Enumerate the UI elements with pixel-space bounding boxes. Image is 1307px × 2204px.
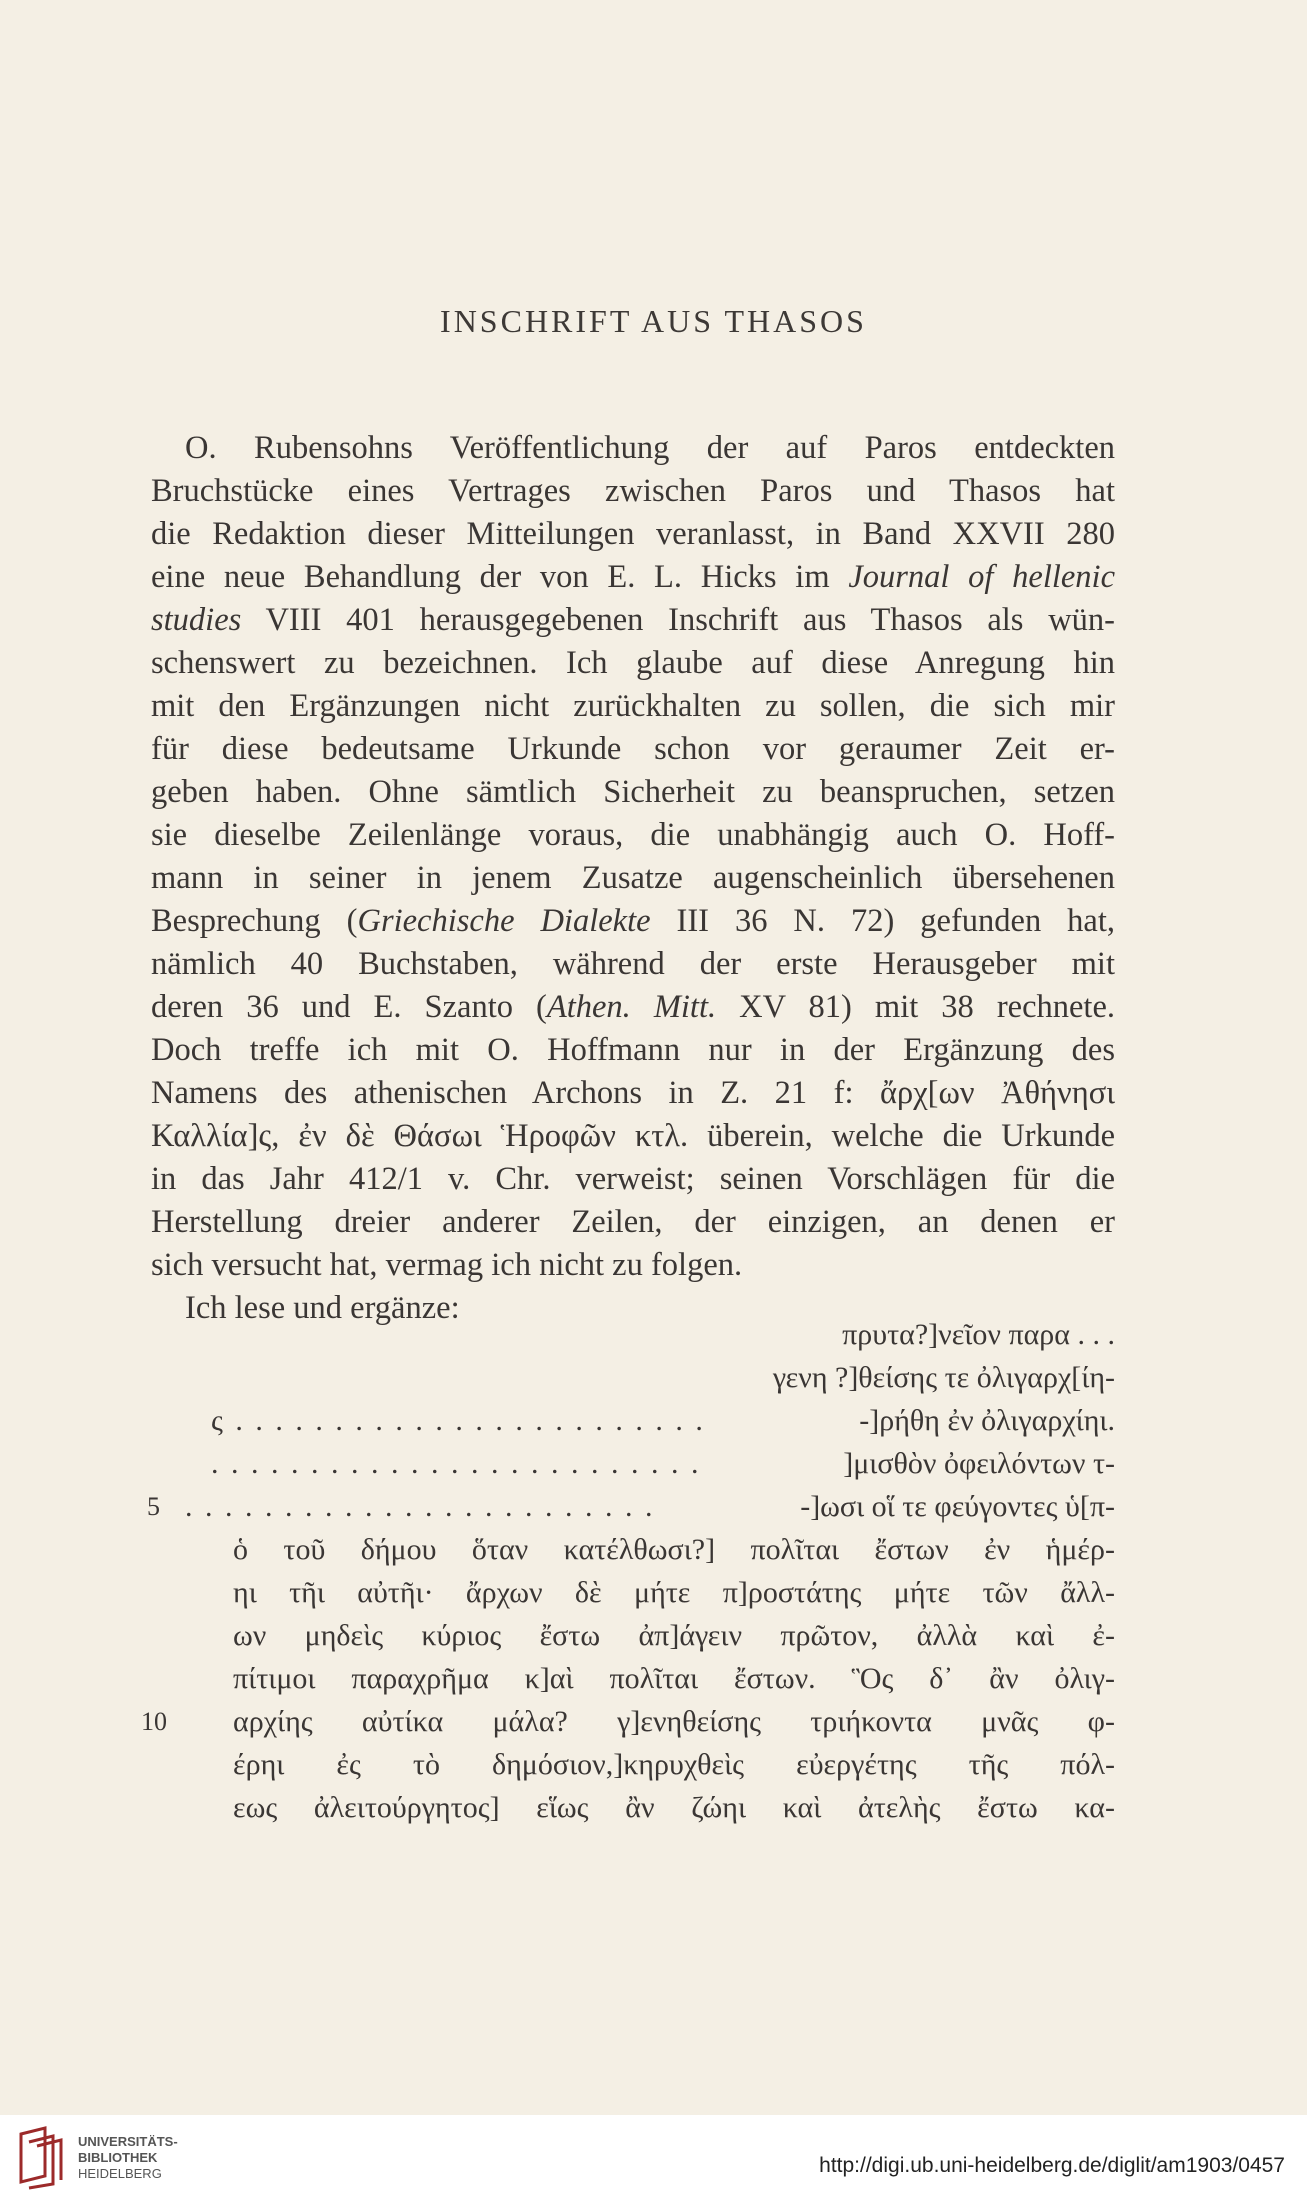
lacuna-dots: . . . . . . . . . . . . . . . . . . . . . . . . . [211, 1447, 701, 1480]
library-line-3: HEIDELBERG [78, 2166, 162, 2181]
inscription-line [147, 1485, 1115, 1528]
greek-text: έρηι ἐς τὸ δημόσιον,]κηρυχθεὶς εὐεργέτης τῆς πόλ- [233, 1748, 1115, 1781]
italic-title: Journal of hellenic [848, 559, 1116, 595]
text-line: sich versucht hat, vermag ich nicht zu folgen. [151, 1247, 743, 1283]
library-line-2: BIBLIOTHEK [78, 2150, 158, 2165]
text-run: eine neue Behandlung der von E. L. Hicks im [151, 559, 849, 595]
greek-text: αρχίης αὐτίκα μάλα? γ]ενηθείσης τριήκοντα μνᾶς φ- [233, 1705, 1115, 1738]
text-line: O. Rubensohns Veröffentlichung der auf Paros entdeckten [185, 430, 1115, 466]
text-line: Namens des athenischen Archons in Z. 21 f: ἄρχ[ων Ἀθήνησι [151, 1075, 1115, 1111]
text-line: für diese bedeutsame Urkunde schon vor geraumer Zeit er- [151, 731, 1115, 767]
greek-text: εως ἀλειτούργητος] εἵως ἂν ζώηι καὶ ἀτελὴς ἔστω κα- [233, 1791, 1115, 1824]
text-line: Bruchstücke eines Vertrages zwischen Paros und Thasos hat [151, 473, 1115, 509]
text-run: VIII 401 herausgegebenen Inschrift aus Thasos als wün- [241, 602, 1115, 638]
inscription-line [151, 1571, 1115, 1614]
text-run: deren 36 und E. Szanto ( [151, 989, 547, 1025]
text-line: Doch treffe ich mit O. Hoffmann nur in der Ergänzung des [151, 1032, 1115, 1068]
line-number: 5 [147, 1492, 160, 1521]
library-name [78, 2134, 178, 2182]
text-line: Καλλία]ς, ἐν δὲ Θάσωι Ἡροφῶν κτλ. überein, welche die Urkunde [151, 1118, 1115, 1154]
lacuna-dots: ς . . . . . . . . . . . . . . . . . . . . . . . . [211, 1404, 706, 1437]
text-line: sie dieselbe Zeilenlänge voraus, die unabhängig auch O. Hoff- [151, 817, 1115, 853]
text-line: in das Jahr 412/1 v. Chr. verweist; seinen Vorschlägen für die [151, 1161, 1115, 1197]
greek-text: γενη ?]θείσης τε ὀλιγαρχ[ίη- [772, 1361, 1115, 1394]
text-run: III 36 N. 72) gefunden hat, [650, 903, 1115, 939]
greek-text: πρυτα?]νεῖον παρα . . . [842, 1318, 1115, 1351]
text-run: Besprechung ( [151, 903, 358, 939]
lacuna-dots: . . . . . . . . . . . . . . . . . . . . . . . . [185, 1490, 655, 1523]
inscription-block [141, 1313, 1115, 1829]
inscription-line [151, 1743, 1115, 1786]
source-url-link[interactable]: http://digi.ub.uni-heidelberg.de/diglit/am1903/0457 [819, 2154, 1285, 2177]
article-title: INSCHRIFT AUS THASOS [440, 303, 867, 339]
text-line: geben haben. Ohne sämtlich Sicherheit zu beanspruchen, setzen [151, 774, 1115, 810]
greek-text: ηι τῆι αὐτῆι· ἄρχων δὲ μήτε π]ροστάτης μήτε τῶν ἄλλ- [233, 1576, 1115, 1609]
text-line [151, 556, 1115, 599]
italic-title: Athen. Mitt. [546, 989, 717, 1025]
greek-text: -]ρήθη ἐν ὀλιγαρχίηι. [859, 1404, 1115, 1437]
text-line: schenswert zu bezeichnen. Ich glaube auf diese Anregung hin [151, 645, 1115, 681]
text-line [151, 986, 1115, 1029]
text-line: nämlich 40 Buchstaben, während der erste Herausgeber mit [151, 946, 1115, 982]
inscription-line [151, 1786, 1115, 1829]
text-line: Herstellung dreier anderer Zeilen, der einzigen, an denen er [151, 1204, 1115, 1240]
inscription-line [151, 1399, 1115, 1442]
inscription-line [151, 1356, 1115, 1399]
library-logo-icon [15, 2126, 71, 2190]
inscription-line [141, 1700, 1115, 1743]
library-line-1: UNIVERSITÄTS- [78, 2134, 178, 2149]
body-text [151, 427, 1115, 1330]
greek-text: -]ωσι οἵ τε φεύγοντες ὑ[π- [800, 1490, 1115, 1523]
italic-title: studies [151, 602, 242, 638]
inscription-line [151, 1313, 1115, 1356]
greek-text: ὁ τοῦ δήμου ὅταν κατέλθωσι?] πολῖται ἔστων ἐν ἡμέρ- [233, 1533, 1115, 1566]
text-line: die Redaktion dieser Mitteilungen veranlasst, in Band XXVII 280 [151, 516, 1115, 552]
greek-text: ]μισθὸν ὀφειλόντων τ- [843, 1447, 1115, 1480]
inscription-line [151, 1528, 1115, 1571]
intro-line: Ich lese und ergänze: [185, 1290, 460, 1326]
inscription-line [151, 1614, 1115, 1657]
italic-title: Griechische Dialekte [357, 903, 651, 939]
greek-text: πίτιμοι παραχρῆμα κ]αὶ πολῖται ἔστων. Ὃς δ᾽ ἂν ὀλιγ- [233, 1662, 1115, 1695]
inscription-line [151, 1657, 1115, 1700]
text-run: XV 81) mit 38 rechnete. [716, 989, 1115, 1025]
text-line [151, 599, 1115, 642]
greek-text: ων μηδεὶς κύριος ἔστω ἀπ]άγειν πρῶτον, ἀλλὰ καὶ ἐ- [233, 1619, 1115, 1652]
text-line: mann in seiner in jenem Zusatze augenscheinlich übersehenen [151, 860, 1115, 896]
text-line: mit den Ergänzungen nicht zurückhalten zu sollen, die sich mir [151, 688, 1115, 724]
inscription-line [151, 1442, 1115, 1485]
line-number: 10 [141, 1707, 167, 1736]
text-line [151, 900, 1115, 943]
